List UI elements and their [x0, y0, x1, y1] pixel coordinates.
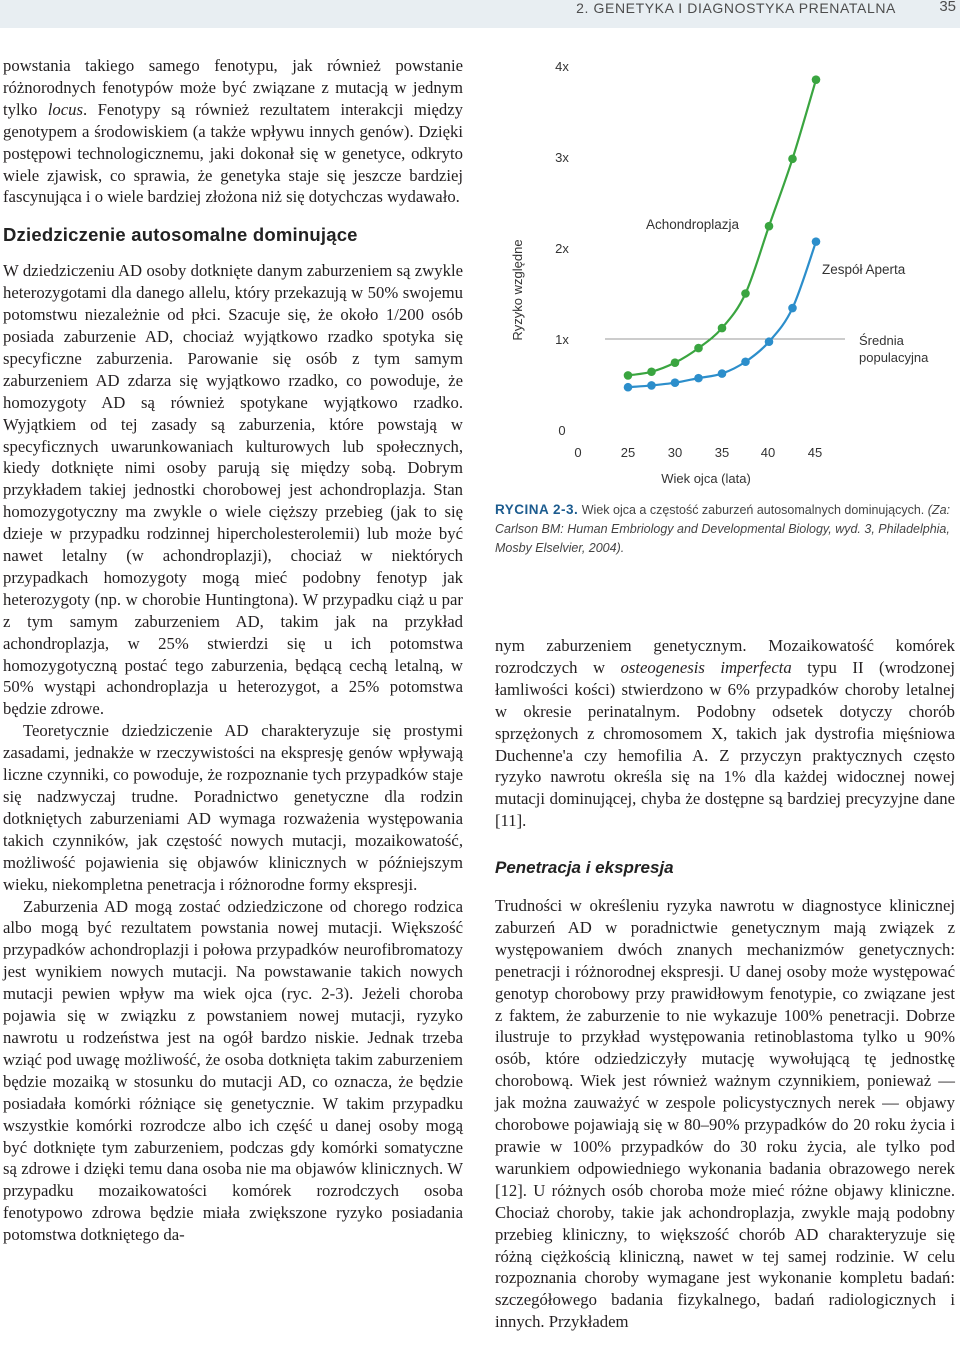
right-paragraph-1: nym zaburzeniem genetycznym. Mozaikowatość komórek rozrodczych w osteogenesis imperfecta typu II (wrodzonej łamliwości kości) stwierdzono w 6% przypadków choroby letalnej w okresie perinatalnym. Podobny odsetek dotyczy chorób sprzężonych z chromosomem X, takich jak dystrofia mięśniowa Duchenne'a czy hemofilia A. Z przyczyn praktycznych często ryzyko nawrotu określa się na 1% dla każdej widocznej nowej mutacji dominującej, chyba że dostępne są bardziej precyzyjne dane [11].: [495, 636, 956, 831]
data-point-0: [671, 358, 680, 367]
right-column-bottom: [495, 895, 955, 1333]
data-point-0: [647, 367, 656, 376]
series-line-1: [628, 242, 816, 388]
data-point-0: [812, 75, 821, 84]
data-point-1: [812, 237, 821, 246]
left-paragraph-3: Teoretycznie dziedziczenie AD charakteryzuje się prostymi zasadami, jednakże w rzeczywistości na ekspresję genów wpływają liczne czynniki, co powoduje, że rozpoznanie tych przypadków staje się nadzwyczaj trudne. Poradnictwo genetyczne dla rodzin dotkniętych zaburzeniami AD wymaga rozważenia występowania takich czynników, jak częstość nowych mutacji, mozaikowatość, możliwość pojawienia się objawów klinicznych w późniejszym wieku, niekompletna penetracja i różnorodne formy ekspresji.: [3, 721, 463, 894]
osteogenesis-term: osteogenesis imperfecta: [620, 657, 792, 677]
section-heading-ad: Dziedziczenie autosomalne dominujące: [3, 224, 358, 246]
right-column-top: [495, 635, 955, 832]
paternal-age-chart: [495, 45, 955, 495]
data-point-1: [647, 381, 656, 390]
left-paragraph-1: powstania takiego samego fenotypu, jak również powstanie różnorodnych fenotypów może być związane z mutacją w jednym tylko locus. Fenotypy są również rezultatem interakcji między genotypem a środowiskiem (a także wpływu innych genów). Dzięki postępowi technologicznemu, jaki dokonał się w genetyce, odkryto wiele zjawisk, co sprawia, że genetyka staje się jeszcze bardziej fascynująca i o wiele bardziej złożona niż się dotychczas wydawało.: [3, 56, 464, 207]
x-axis-title: Wiek ojca (lata): [661, 471, 751, 486]
left-paragraph-2: W dziedziczeniu AD osoby dotknięte danym zaburzeniem są zwykle heterozygotami dla danego allelu, który przekazują w 50% swojemu potomstwu niezależnie od płci. Szacuje się, że około 1/200 osób posiada zaburzenie AD, chociaż wyjątkowo rzadko spotyka się specyficzne zaburzenia. Parowanie się osób z tym samym zaburzeniem AD zdarza się wyjątkowo rzadko, co powoduje, że homozygoty AD są również spotykane wyjątkowo rzadko. Wyjątkiem od tej zasady są zaburzenia, które powstają w specyficznych uwarunkowaniach kulturowych lub społecznych, kiedy dotknięte nimi osoby parują się między sobą. Dobrym przykładem takiej jednostki chorobowej jest achondroplazja. Stan homozygotyczny ma zwykle o wiele cięższy przebieg (jak to się dzieje w przypadku rodzinnej hipercholesterolemii) lub może być nawet letalny (w achondroplazji), chociaż w niektórych przypadkach homozygoty mogą mieć podobny fenotyp jak heterozygoty (np. w chorobie Huntingtona). W przypadku ciąż u par z tym samym zaburzeniem AD, takim jak na przykład achondroplazja, w 25% stwierdzi się u ich potomstwa homozygotyczną postać tego zaburzenia, będącą cechą letalną, w 50% wystąpi achondroplazja u heterozygot, a 25% potomstwa będzie zdrowe.: [3, 261, 463, 719]
data-point-1: [624, 383, 633, 392]
x-tick-label: 45: [807, 445, 823, 460]
locus-term: locus: [47, 99, 83, 119]
left-column: [3, 55, 463, 1246]
data-point-1: [741, 357, 750, 366]
x-tick-label: 25: [620, 445, 636, 460]
data-point-0: [741, 289, 750, 298]
figure-source: (Za: Carlson BM: Human Embriology and Developmental Biology, wyd. 3, Philadelphia, Mosby Elselvier, 2004).: [495, 503, 950, 555]
data-point-1: [765, 337, 774, 346]
data-point-0: [694, 344, 703, 353]
series-label-apert: Zespół Aperta: [822, 262, 906, 277]
y-tick-label: 4x: [555, 59, 569, 74]
figure-caption: [495, 500, 955, 558]
y-tick-label: 2x: [555, 241, 569, 256]
data-point-0: [765, 222, 774, 231]
x-tick-label: 30: [667, 445, 683, 460]
figure-label: RYCINA 2-3.: [495, 502, 579, 517]
data-point-0: [718, 324, 727, 333]
reference-line-label: Średnia populacyjna: [859, 333, 929, 365]
data-point-0: [624, 371, 633, 380]
y-axis-title: Ryzyko względne: [510, 239, 525, 341]
page-header: [0, 0, 960, 28]
page-number: 35: [939, 0, 956, 15]
series-label-achondroplazja: Achondroplazja: [646, 217, 740, 232]
figure-caption-text: Wiek ojca a częstość zaburzeń autosomalnych dominujących.: [581, 503, 925, 517]
y-tick-label: 3x: [555, 150, 569, 165]
section-heading-penetration: Penetracja i ekspresja: [495, 858, 674, 877]
left-paragraph-4: Zaburzenia AD mogą zostać odziedziczone od chorego rodzica albo mogą być rezultatem powstania nowej mutacji. Większość przypadków achondroplazji i połowa przypadków neurofibromatozy jest wynikiem nowych mutacji. Na powstawanie takich nowych mutacji pewien wpływ ma wiek ojca (ryc. 2-3). Jeżeli choroba pojawia się w związku z powstaniem nowej mutacji, ryzyko nawrotu u rodzeństwa jest na ogół bardzo niskie. Jednak trzeba wziąć pod uwagę możliwość, że osoba dotknięta takim zaburzeniem będzie mozaiką w stosunku do mutacji AD, co oznacza, że będzie posiadała komórki różniące się genetycznie. W takim przypadku wszystkie komórki rozrodcze albo ich część u danej osoby mogą być dotknięte tym zaburzeniem, podczas gdy komórki somatyczne są zdrowe i dzięki temu dana osoba nie ma objawów klinicznych. W przypadku mozaikowatości komórek rozrodczych osoba fenotypowo zdrowa będzie miała zwiększone ryzyko posiadania potomstwa dotkniętego da-: [3, 896, 463, 1245]
x-tick-label: 40: [760, 445, 776, 460]
data-point-1: [671, 378, 680, 387]
chapter-title: 2. GENETYKA I DIAGNOSTYKA PRENATALNA: [576, 0, 896, 16]
y-tick-label: 0: [558, 423, 566, 438]
right-paragraph-2: Trudności w określeniu ryzyka nawrotu w diagnostyce klinicznej zaburzeń AD w poradnictwie genetycznym mają związek z występowaniem dwóch znanych mechanizmów genetycznych: penetracji i różnorodnej ekspresji. U danej osoby może występować genotyp chorobowy przy prawidłowym fenotypie, co związane jest z faktem, że zaburzenie to nie wykazuje 100% penetracji. Dobrze ilustruje to przykład występowania retinoblastoma tylko u 90% osób, które odziedziczyły mutację wywołującą tę jednostkę chorobową. Wiek jest również ważnym czynnikiem, ponieważ — jak można zauważyć w zespole policystycznych nerek — objawy chorobowe pojawiają się w 80–90% przypadków do 20 roku życia i prawie w 100% przypadków do 30 roku życia, ale tylko pod warunkiem odpowiedniego wykonania badania obrazowego nerek [12]. U różnych osób choroba może mieć różne objawy kliniczne. Chociaż choroby, takie jak achondroplazja, zwykle mają podobny przebieg kliniczny, to większość chorób AD charakteryzuje się różną ciężkością kliniczną, nawet w tej samej rodzinie. W celu rozpoznania choroby wymagane jest wykonanie kompletu badań: szczegółowego badania fizykalnego, badań radiologicznych i innych. Przykładem: [495, 896, 955, 1332]
y-tick-label: 1x: [555, 332, 569, 347]
x-tick-label: 0: [574, 445, 582, 460]
data-point-0: [788, 155, 797, 164]
data-point-1: [718, 369, 727, 378]
data-point-1: [694, 374, 703, 383]
data-point-1: [788, 304, 797, 313]
x-tick-label: 35: [714, 445, 730, 460]
